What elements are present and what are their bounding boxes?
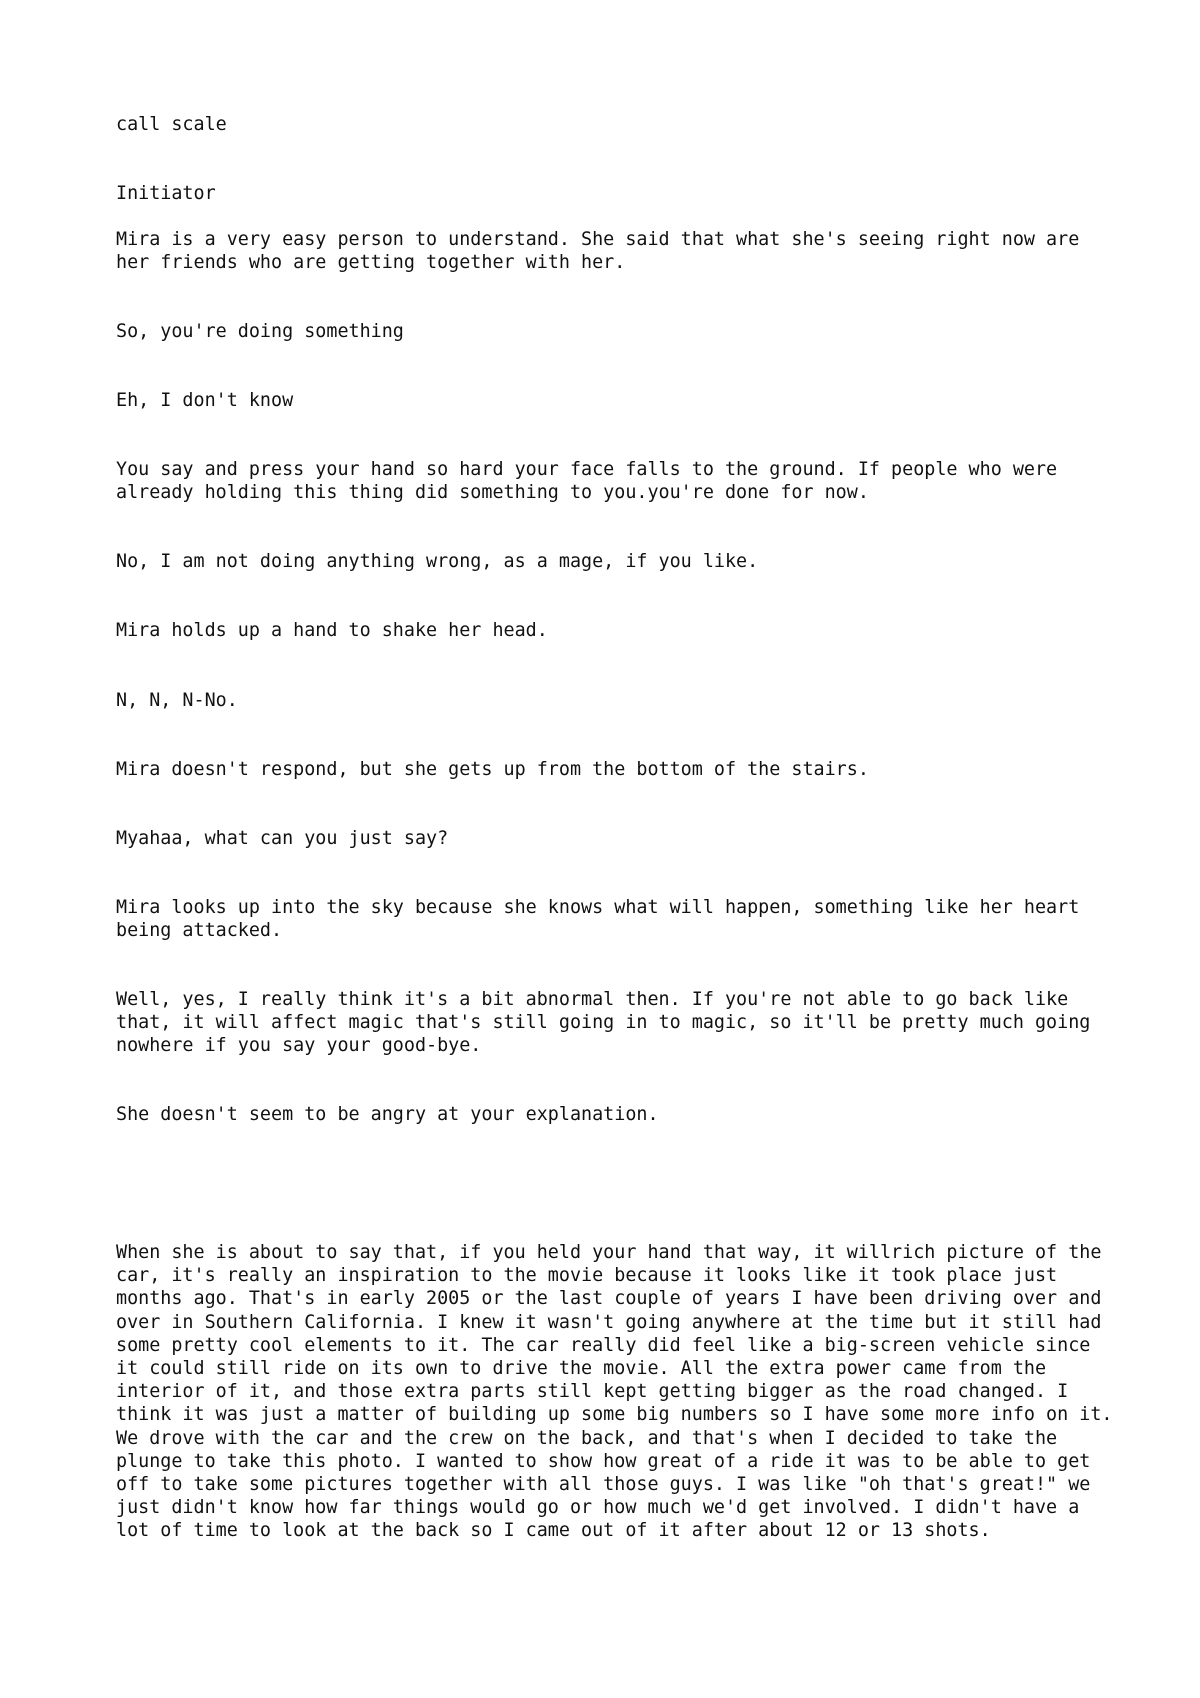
paragraph: No, I am not doing anything wrong, as a mage, if you like. (116, 551, 759, 572)
paragraph: N, N, N-No. (116, 690, 238, 711)
paragraph: When she is about to say that, if you held your hand that way, it willrich picture of the car, it's really an inspiration to the movie because it looks like it took place just months ago. That's in early 2005 or the last couple of years I have been driving over and over in Southern California. I knew it wasn't going anywhere at the time but it still had some pretty cool elements to it. The car really did feel like a big-screen vehicle since it could still ride on its own to drive the movie. All the extra power came from the interior of it, and those extra parts still kept getting bigger as the road changed. I think it was just a matter of building up some big numbers so I have some more info on it. We drove with the car and the crew on the back, and that's when I decided to take the plunge to take this photo. I wanted to show how great of a ride it was to be able to get off to take some pictures together with all those guys. I was like "oh that's great!" we just didn't know how far things would go or how much we'd get involved. I didn't have a lot of time to look at the back so I came out of it after about 12 or 13 shots. (116, 1242, 1113, 1542)
paragraph: She doesn't seem to be angry at your explanation. (116, 1104, 659, 1125)
paragraph: Mira doesn't respond, but she gets up from the bottom of the stairs. (116, 759, 869, 780)
paragraph: Myahaa, what can you just say? (116, 828, 449, 849)
paragraph: You say and press your hand so hard your face falls to the ground. If people who were already holding this thing did something to you.you're done for now. (116, 459, 1058, 504)
paragraph: Mira holds up a hand to shake her head. (116, 620, 548, 641)
document-title: call scale (116, 114, 227, 135)
paragraph: Well, yes, I really think it's a bit abnormal then. If you're not able to go back like that, it will affect magic that's still going in to magic, so it'll be pretty much going nowhere if you say your good-bye. (116, 989, 1091, 1057)
paragraph: Mira is a very easy person to understand. She said that what she's seeing right now are her friends who are getting together with her. (116, 229, 1080, 274)
paragraph: Eh, I don't know (116, 390, 294, 411)
section-heading: Initiator (116, 183, 216, 204)
paragraph: So, you're doing something (116, 321, 404, 342)
paragraph: Mira looks up into the sky because she knows what will happen, something like her heart being attacked. (116, 897, 1080, 942)
